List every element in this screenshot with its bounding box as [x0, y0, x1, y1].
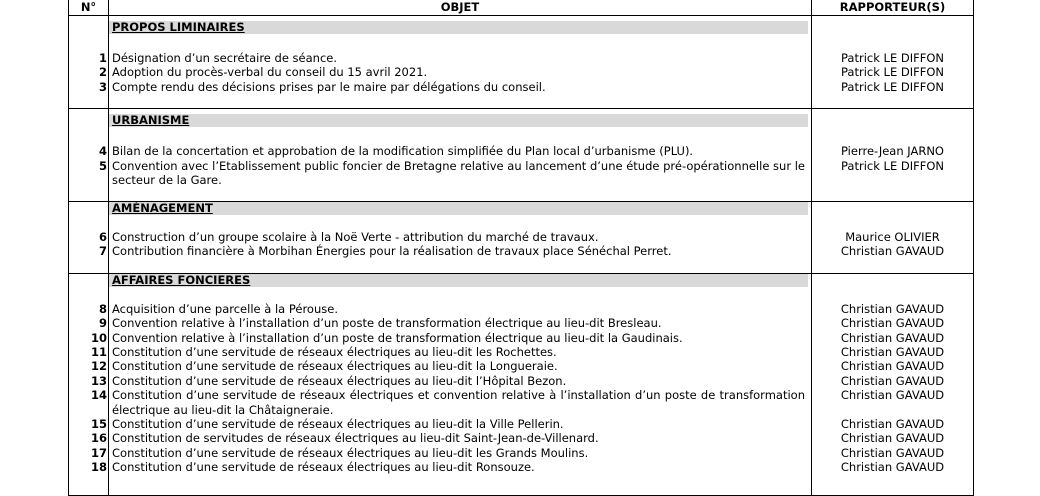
item-number: 2 [98, 65, 107, 80]
item-objet: Construction d’un groupe scolaire à la Noë Verte - attribution du marché de travaux. [112, 230, 599, 245]
item-rapporteur: Christian GAVAUD [840, 417, 945, 432]
item-number: 16 [90, 431, 107, 446]
header-rapporteur: RAPPORTEUR(S) [812, 0, 974, 16]
item-number: 10 [90, 330, 107, 345]
item-objet: Constitution d’une servitude de réseaux électriques au lieu-dit les Grands Moulins. [112, 445, 589, 460]
header-objet: OBJET [109, 0, 812, 16]
item-objet: Acquisition d’une parcelle à la Pérouse. [112, 301, 338, 316]
item-number: 13 [90, 373, 107, 388]
item-rapporteur: Patrick LE DIFFON [841, 79, 944, 94]
item-objet: Constitution de servitudes de réseaux électriques au lieu-dit Saint-Jean-de-Villenard. [112, 431, 599, 446]
section-title: AFFAIRES FONCIERES [109, 274, 808, 287]
item-number: 6 [98, 230, 107, 245]
item-rapporteur: Christian GAVAUD [840, 373, 945, 388]
section-rapporteur-cell [812, 16, 974, 109]
item-number: 17 [90, 445, 107, 460]
item-rapporteur: Christian GAVAUD [840, 431, 945, 446]
section-num-cell [69, 273, 109, 495]
item-rapporteur: Christian GAVAUD [840, 330, 945, 345]
item-rapporteur: Christian GAVAUD [840, 460, 945, 475]
item-objet: Désignation d’un secrétaire de séance. [112, 51, 338, 65]
item-rapporteur: Patrick LE DIFFON [841, 65, 944, 80]
section-title: URBANISME [109, 114, 808, 127]
section-objet-cell [109, 16, 812, 109]
item-number: 9 [98, 316, 107, 331]
section-num-cell [69, 202, 109, 274]
item-objet: Convention relative à l’installation d’un poste de transformation électrique au lieu-dit la Gaudinais. [112, 330, 683, 345]
section-title: PROPOS LIMINAIRES [109, 21, 808, 34]
item-number: 1 [98, 51, 107, 65]
item-objet: Bilan de la concertation et approbation de la modification simplifiée du Plan local d’urbanisme (PLU). [112, 144, 694, 159]
item-rapporteur: Patrick LE DIFFON [841, 51, 944, 65]
item-rapporteur: Christian GAVAUD [840, 388, 945, 403]
item-number: 5 [98, 158, 107, 173]
item-number: 3 [98, 79, 107, 94]
section-row [69, 273, 974, 495]
item-objet: Constitution d’une servitude de réseaux électriques au lieu-dit les Rochettes. [112, 345, 557, 360]
item-objet: Constitution d’une servitude de réseaux électriques au lieu-dit la Longueraie. [112, 359, 558, 374]
item-objet: Convention relative à l’installation d’un poste de transformation électrique au lieu-dit Bresleau. [112, 316, 662, 331]
item-objet: Convention avec l’Etablissement public foncier de Bretagne relative au lancement d’une étude pré-opérationnelle sur le secteur de la Gare. [112, 158, 805, 188]
section-objet-cell [109, 273, 812, 495]
section-num-cell [69, 16, 109, 109]
section-title: AMÉNAGEMENT [109, 202, 808, 215]
item-rapporteur: Christian GAVAUD [840, 445, 945, 460]
section-rapporteur-cell [812, 273, 974, 495]
section-row [69, 16, 974, 109]
item-rapporteur: Christian GAVAUD [840, 359, 945, 374]
item-number: 18 [90, 460, 107, 475]
item-objet: Compte rendu des décisions prises par le maire par délégations du conseil. [112, 79, 546, 94]
section-rapporteur-cell [812, 202, 974, 274]
item-number: 14 [90, 388, 107, 403]
item-objet: Contribution financière à Morbihan Énergies pour la réalisation de travaux place Sénéchal Perret. [112, 244, 672, 259]
item-rapporteur: Christian GAVAUD [840, 345, 945, 360]
section-objet-cell [109, 202, 812, 274]
item-objet: Constitution d’une servitude de réseaux électriques au lieu-dit Ronsouze. [112, 460, 535, 475]
item-number: 12 [90, 359, 107, 374]
section-num-cell [69, 109, 109, 202]
item-number: 8 [98, 301, 107, 316]
item-number: 7 [98, 244, 107, 259]
item-objet: Constitution d’une servitude de réseaux électriques au lieu-dit la Ville Pellerin. [112, 417, 564, 432]
item-rapporteur: Christian GAVAUD [840, 244, 945, 259]
header-row [69, 0, 974, 16]
section-row [69, 109, 974, 202]
item-rapporteur: Christian GAVAUD [840, 316, 945, 331]
section-objet-cell [109, 109, 812, 202]
item-number: 11 [90, 345, 107, 360]
item-objet: Constitution d’une servitude de réseaux électriques et convention relative à l’installation d’un poste de transformation électrique au lieu-dit la Châtaigneraie. [112, 388, 805, 417]
item-rapporteur: Maurice OLIVIER [845, 230, 940, 245]
item-rapporteur: Christian GAVAUD [840, 301, 945, 316]
item-rapporteur: Pierre-Jean JARNO [841, 144, 944, 159]
item-rapporteur: Patrick LE DIFFON [841, 158, 944, 173]
agenda-table [68, 0, 974, 496]
item-objet: Constitution d’une servitude de réseaux électriques au lieu-dit l’Hôpital Bezon. [112, 373, 567, 388]
item-number: 4 [98, 144, 107, 159]
section-rapporteur-cell [812, 109, 974, 202]
item-objet: Adoption du procès-verbal du conseil du 15 avril 2021. [112, 65, 428, 80]
section-row [69, 202, 974, 274]
header-num: N° [69, 0, 109, 16]
item-number: 15 [90, 417, 107, 432]
